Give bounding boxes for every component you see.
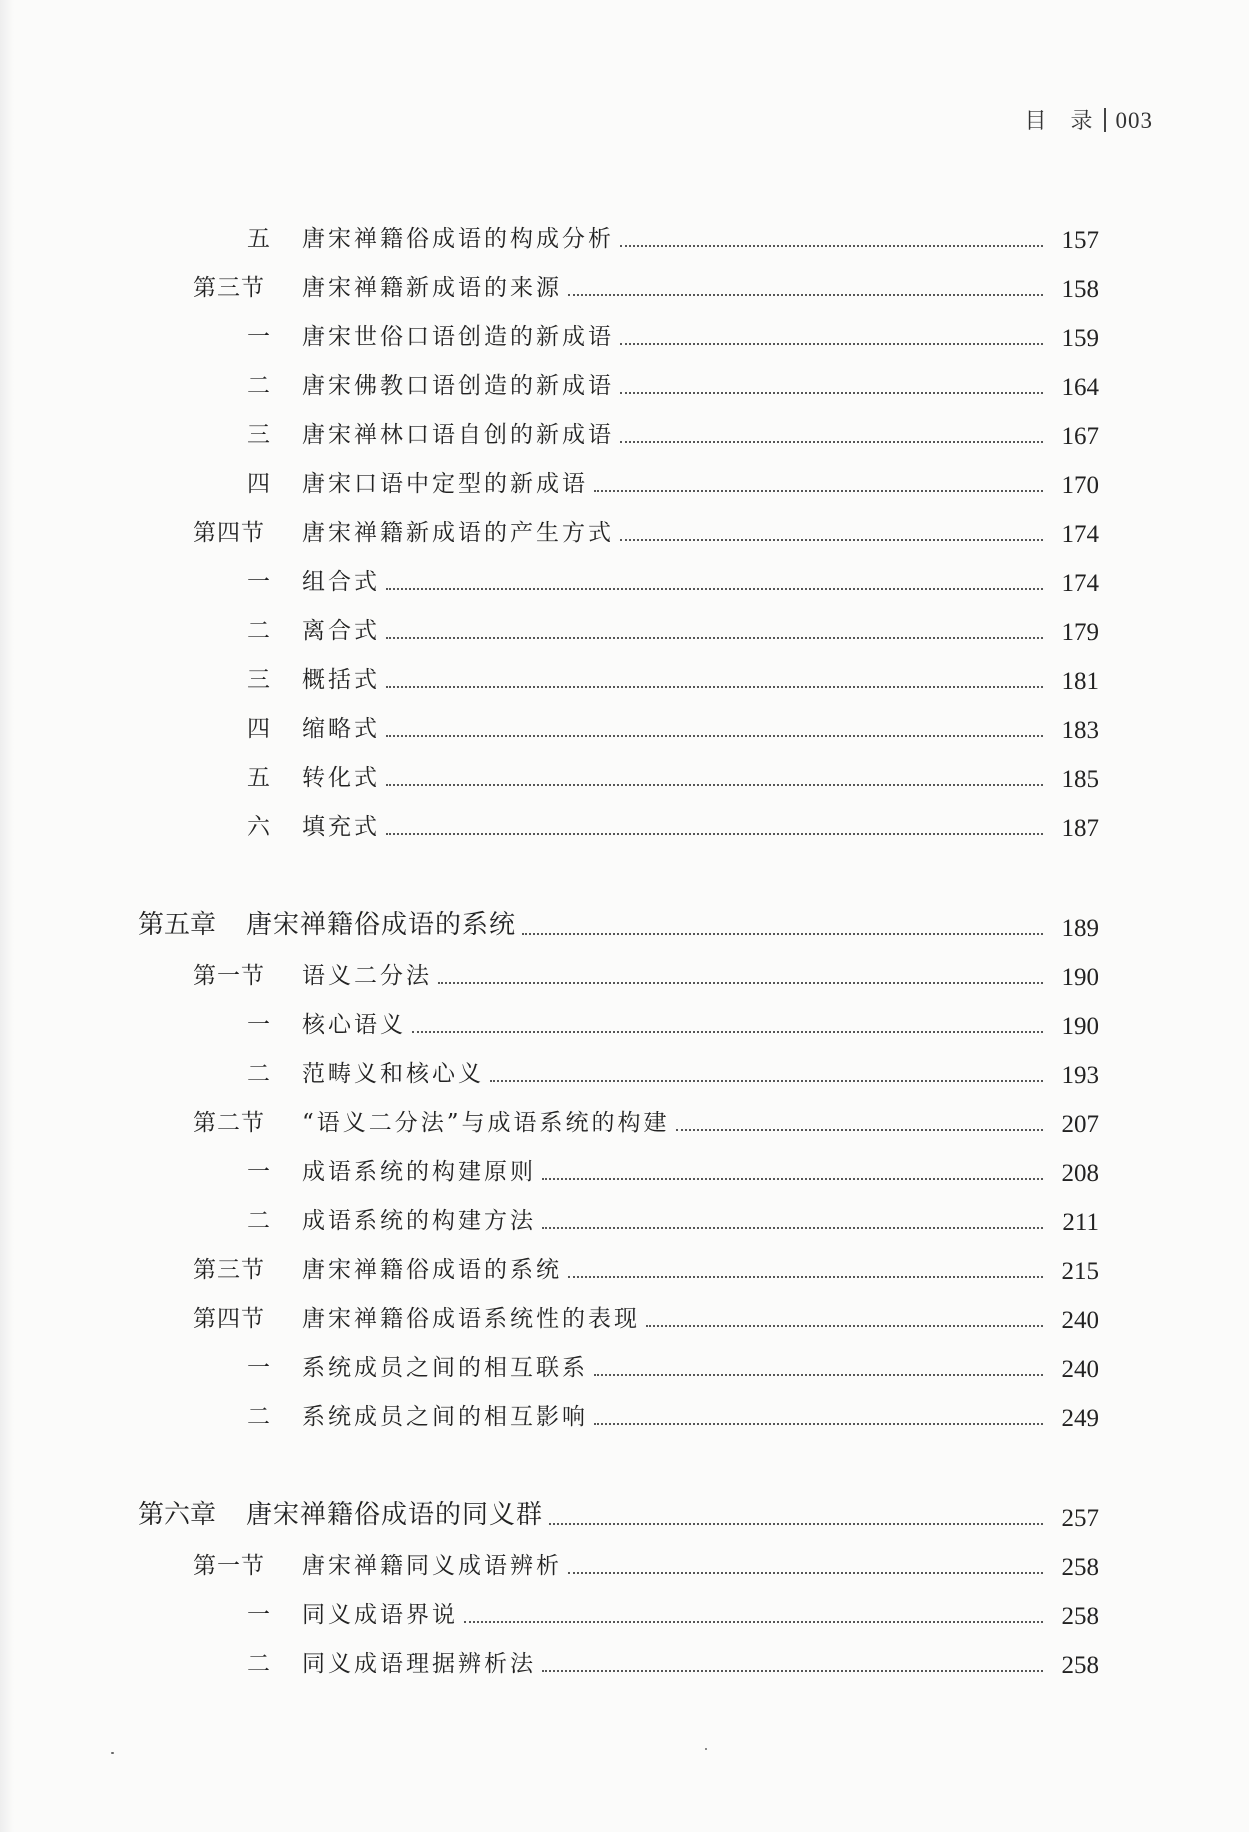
toc-item-row [0,605,1099,645]
toc-entry-number: 二 [247,373,270,399]
toc-entry-title: 唐宋禅籍俗成语的系统 [246,910,517,940]
toc-entry-number: 第四节 [193,520,265,546]
toc-entry-page: 183 [1061,717,1099,744]
toc-dot-leader [646,1325,1043,1327]
toc-dot-leader [594,1374,1043,1376]
toc-entry-page: 258 [1061,1603,1099,1630]
toc-entry-number: 第一节 [193,1553,265,1579]
toc-item-row [0,458,1099,498]
toc-section-row [0,262,1099,302]
toc-entry-page: 207 [1061,1111,1099,1138]
toc-entry-page: 167 [1061,423,1099,450]
toc-entry-title: 同义成语理据辨析法 [302,1651,536,1677]
toc-item-row [0,1589,1099,1629]
toc-item-row [0,360,1099,400]
toc-item-row [0,1195,1099,1235]
toc-entry-title: 范畴义和核心义 [302,1061,484,1087]
toc-entry-page: 174 [1061,521,1099,548]
toc-item-row [0,409,1099,449]
toc-entry-page: 208 [1061,1160,1099,1187]
toc-dot-leader [438,982,1043,984]
toc-entry-page: 174 [1061,570,1099,597]
toc-dot-leader [542,1178,1043,1180]
toc-item-row [0,213,1099,253]
toc-entry-number: 四 [247,471,270,497]
toc-section-row [0,1293,1099,1333]
toc-entry-title: 唐宋禅林口语自创的新成语 [302,422,614,448]
toc-dot-leader [386,784,1043,786]
toc-entry-number: 一 [247,1012,270,1038]
toc-dot-leader [620,392,1043,394]
toc-entry-page: 240 [1061,1307,1099,1334]
toc-dot-leader [490,1080,1043,1082]
toc-entry-number: 五 [247,226,270,252]
toc-entry-title: 唐宋禅籍同义成语辨析 [302,1553,562,1579]
toc-dot-leader [620,441,1043,443]
toc-dot-leader [522,933,1043,935]
toc-entry-title: 组合式 [302,569,380,595]
toc-entry-title: 唐宋禅籍俗成语的同义群 [246,1500,544,1530]
toc-entry-number: 第四节 [193,1306,265,1332]
toc-item-row [0,1146,1099,1186]
toc-entry-number: 第二节 [193,1110,265,1136]
toc-entry-page: 159 [1061,325,1099,352]
toc-entry-number: 二 [247,618,270,644]
toc-entry-title: 唐宋禅籍新成语的来源 [302,275,562,301]
toc-entry-number: 六 [247,814,270,840]
toc-dot-leader [386,686,1043,688]
toc-entry-number: 第五章 [138,910,217,940]
toc-entry-page: 170 [1061,472,1099,499]
toc-entry-page: 185 [1061,766,1099,793]
toc-entry-number: 二 [247,1208,270,1234]
toc-entry-page: 258 [1061,1652,1099,1679]
toc-entry-number: 一 [247,1602,270,1628]
toc-section-row [0,1244,1099,1284]
toc-entry-title: 同义成语界说 [302,1602,458,1628]
toc-entry-title: 离合式 [302,618,380,644]
toc-item-row [0,654,1099,694]
toc-entry-title: 唐宋禅籍俗成语系统性的表现 [302,1306,640,1332]
toc-dot-leader [676,1129,1043,1131]
toc-dot-leader [620,245,1043,247]
header-page-number: 003 [1115,108,1153,133]
toc-entry-number: 五 [247,765,270,791]
toc-entry-page: 211 [1062,1209,1099,1236]
toc-entry-page: 164 [1061,374,1099,401]
toc-entry-title: 填充式 [302,814,380,840]
toc-section-row [0,950,1099,990]
toc-entry-number: 第六章 [138,1500,217,1530]
toc-item-row [0,1048,1099,1088]
toc-item-row [0,801,1099,841]
toc-entry-number: 一 [247,324,270,350]
toc-entry-page: 249 [1061,1405,1099,1432]
scan-speck [705,1748,707,1750]
toc-dot-leader [620,343,1043,345]
toc-section-row [0,507,1099,547]
toc-entry-title: 系统成员之间的相互影响 [302,1404,588,1430]
toc-entry-page: 193 [1061,1062,1099,1089]
toc-entry-title: 唐宋佛教口语创造的新成语 [302,373,614,399]
toc-dot-leader [568,294,1043,296]
toc-entry-title: 唐宋禅籍新成语的产生方式 [302,520,614,546]
toc-item-row [0,556,1099,596]
toc-entry-title: 转化式 [302,765,380,791]
toc-entry-title: 缩略式 [302,716,380,742]
toc-dot-leader [594,1423,1043,1425]
toc-entry-title: 概括式 [302,667,380,693]
toc-entry-title: 唐宋禅籍俗成语的系统 [302,1257,562,1283]
toc-entry-number: 一 [247,1355,270,1381]
toc-entry-page: 158 [1061,276,1099,303]
toc-item-row [0,1638,1099,1678]
toc-entry-title: 核心语义 [302,1012,406,1038]
toc-entry-page: 190 [1061,1013,1099,1040]
toc-entry-title: 唐宋世俗口语创造的新成语 [302,324,614,350]
toc-dot-leader [594,490,1043,492]
toc-entry-page: 258 [1061,1554,1099,1581]
toc-dot-leader [464,1621,1043,1623]
toc-entry-number: 第一节 [193,963,265,989]
toc-item-row [0,703,1099,743]
toc-entry-number: 三 [247,422,270,448]
toc-item-row [0,1391,1099,1431]
toc-entry-title: 成语系统的构建方法 [302,1208,536,1234]
toc-item-row [0,1342,1099,1382]
toc-entry-number: 一 [247,1159,270,1185]
toc-entry-number: 第三节 [193,1257,265,1283]
toc-entry-page: 240 [1061,1356,1099,1383]
toc-entry-page: 190 [1061,964,1099,991]
toc-item-row [0,752,1099,792]
toc-entry-title: 语义二分法 [302,963,432,989]
header-title: 目 录 [1024,109,1094,134]
toc-entry-title: 系统成员之间的相互联系 [302,1355,588,1381]
toc-entry-page: 187 [1061,815,1099,842]
toc-entry-number: 二 [247,1404,270,1430]
toc-dot-leader [542,1670,1043,1672]
toc-dot-leader [412,1031,1043,1033]
toc-entry-title: “语义二分法”与成语系统的构建 [302,1110,670,1136]
toc-entry-number: 二 [247,1061,270,1087]
toc-dot-leader [386,637,1043,639]
toc-dot-leader [620,539,1043,541]
toc-entry-number: 一 [247,569,270,595]
toc-chapter-row [0,901,1099,941]
toc-dot-leader [542,1227,1043,1229]
toc-dot-leader [386,833,1043,835]
toc-entry-page: 157 [1061,227,1099,254]
toc-dot-leader [568,1276,1043,1278]
toc-entry-page: 181 [1061,668,1099,695]
toc-chapter-row [0,1491,1099,1531]
toc-entry-number: 第三节 [193,275,265,301]
toc-entry-title: 成语系统的构建原则 [302,1159,536,1185]
toc-entry-title: 唐宋口语中定型的新成语 [302,471,588,497]
toc-entry-page: 189 [1061,915,1099,942]
toc-item-row [0,311,1099,351]
toc-section-row [0,1097,1099,1137]
toc-dot-leader [549,1523,1043,1525]
toc-dot-leader [568,1572,1043,1574]
toc-entry-page: 215 [1061,1258,1099,1285]
toc-entry-title: 唐宋禅籍俗成语的构成分析 [302,226,614,252]
toc-dot-leader [386,588,1043,590]
toc-entry-number: 四 [247,716,270,742]
toc-dot-leader [386,735,1043,737]
scan-speck [111,1752,114,1754]
toc-entry-page: 179 [1061,619,1099,646]
toc-entry-number: 三 [247,667,270,693]
toc-section-row [0,1540,1099,1580]
toc-item-row [0,999,1099,1039]
toc-entry-page: 257 [1061,1505,1099,1532]
toc-entry-number: 二 [247,1651,270,1677]
